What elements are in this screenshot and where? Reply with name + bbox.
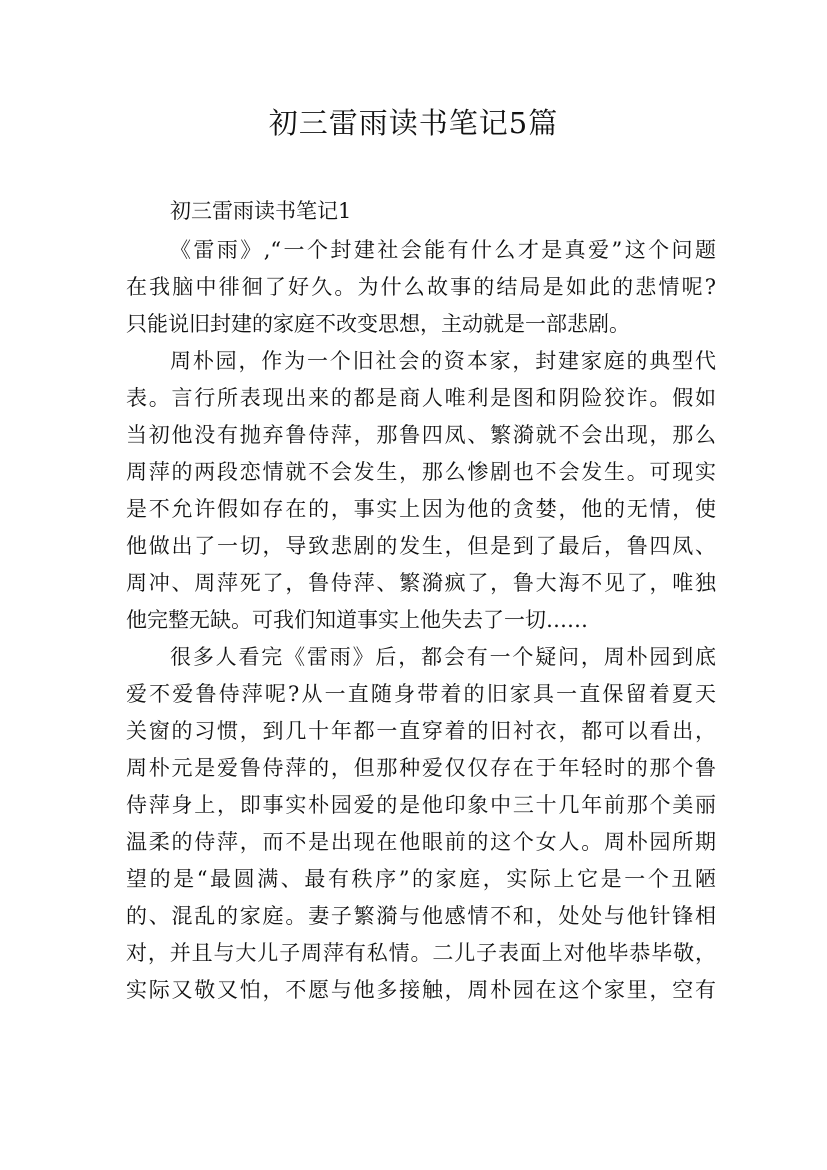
paragraph — [126, 232, 716, 343]
text-line: 周冲、周萍死了，鲁侍萍、繁漪疯了，鲁大海不见了，唯独 — [126, 571, 716, 595]
text-line: 他做出了一切，导致悲剧的发生，但是到了最后，鲁四凤、 — [126, 534, 716, 558]
document-title: 初三雷雨读书笔记5篇 — [268, 106, 559, 140]
text-line: 在我脑中徘徊了好久。为什么故事的结局是如此的悲情呢? — [126, 275, 716, 299]
section-heading: 初三雷雨读书笔记1 — [170, 199, 352, 223]
text-line: 温柔的侍萍，而不是出现在他眼前的这个女人。周朴园所期 — [126, 830, 716, 854]
text-line: 周朴元是爱鲁侍萍的，但那种爱仅仅存在于年轻时的那个鲁 — [126, 756, 716, 780]
text-line: 关窗的习惯，到几十年都一直穿着的旧衬衣，都可以看出， — [126, 719, 716, 743]
text-line: 爱不爱鲁侍萍呢?从一直随身带着的旧家具一直保留着夏天 — [126, 682, 716, 706]
text-line: 侍萍身上，即事实朴园爱的是他印象中三十几年前那个美丽 — [126, 793, 716, 817]
paragraph — [126, 343, 716, 639]
text-line: 望的是“最圆满、最有秩序”的家庭，实际上它是一个丑陋 — [126, 867, 716, 891]
text-line: 实际又敬又怕，不愿与他多接触，周朴园在这个家里，空有 — [126, 978, 716, 1002]
text-line: 当初他没有抛弃鲁侍萍，那鲁四凤、繁漪就不会出现，那么 — [126, 423, 716, 447]
text-line: 的、混乱的家庭。妻子繁漪与他感情不和，处处与他针锋相 — [126, 904, 716, 928]
text-line: 他完整无缺。可我们知道事实上他失去了一切…… — [126, 608, 588, 632]
text-line: 只能说旧封建的家庭不改变思想，主动就是一部悲剧。 — [126, 312, 630, 336]
paragraph — [126, 639, 716, 1009]
text-line: 是不允许假如存在的，事实上因为他的贪婪，他的无情，使 — [126, 497, 716, 521]
text-line: 对，并且与大儿子周萍有私情。二儿子表面上对他毕恭毕敬， — [126, 941, 716, 965]
document-body — [126, 190, 716, 1009]
text-line: 很多人看完《雷雨》后，都会有一个疑问，周朴园到底 — [170, 645, 716, 669]
text-line: 周萍的两段恋情就不会发生，那么惨剧也不会发生。可现实 — [126, 460, 716, 484]
text-line: 《雷雨》,“一个封建社会能有什么才是真爱”这个问题 — [170, 238, 716, 262]
text-line: 周朴园，作为一个旧社会的资本家，封建家庭的典型代 — [170, 349, 716, 373]
text-line: 表。言行所表现出来的都是商人唯利是图和阴险狡诈。假如 — [126, 386, 716, 410]
